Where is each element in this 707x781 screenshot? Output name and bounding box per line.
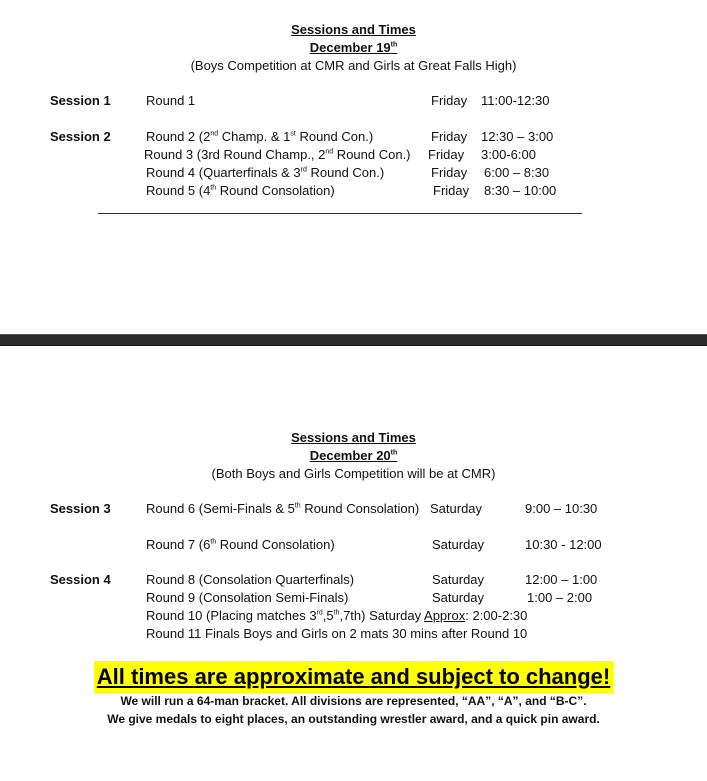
- round-description: Round 7 (6th Round Consolation): [146, 537, 335, 552]
- round-description: Round 4 (Quarterfinals & 3rd Round Con.): [146, 165, 385, 180]
- round-day: Friday: [433, 183, 470, 198]
- schedule-page-december-19: [0, 0, 707, 334]
- round-description: Round 8 (Consolation Quarterfinals): [146, 572, 355, 587]
- session-label: Session 2: [50, 129, 111, 144]
- disclaimer-banner: [0, 661, 707, 693]
- session-label: Session 4: [50, 572, 111, 587]
- round-description: Round 6 (Semi-Finals & 5th Round Consolation): [146, 501, 420, 516]
- round-description: Round 9 (Consolation Semi-Finals): [146, 590, 349, 605]
- round-day: Friday: [431, 129, 468, 144]
- round-time: 12:00 – 1:00: [525, 572, 598, 587]
- page-separator: [0, 334, 707, 346]
- round-description: Round 3 (3rd Round Champ., 2nd Round Con.): [144, 147, 411, 162]
- session-label: Session 3: [50, 501, 111, 516]
- horizontal-rule: [98, 213, 582, 214]
- round-time: 3:00-6:00: [481, 147, 536, 162]
- round-description: Round 1: [146, 93, 196, 108]
- round-description: Round 5 (4th Round Consolation): [146, 183, 335, 198]
- round-time: 8:30 – 10:00: [484, 183, 557, 198]
- venue-subtitle: (Boys Competition at CMR and Girls at Great Falls High): [190, 58, 517, 73]
- round-day: Friday: [431, 93, 468, 108]
- round-time: 6:00 – 8:30: [484, 165, 550, 180]
- round-time: 1:00 – 2:00: [527, 590, 593, 605]
- round-time: 12:30 – 3:00: [481, 129, 554, 144]
- round-day: Saturday: [432, 572, 485, 587]
- round-day: Saturday: [432, 590, 485, 605]
- schedule-page-december-20: [0, 346, 707, 781]
- round-day: Saturday: [430, 501, 483, 516]
- approx-label: Approx: [424, 608, 466, 623]
- bracket-note: We will run a 64-man bracket. All divisions are represented, “AA”, “A”, and “B-C”.: [120, 694, 587, 708]
- round-time: 10:30 - 12:00: [525, 537, 602, 552]
- round-time: 11:00-12:30: [481, 93, 550, 108]
- date-heading: December 19th: [309, 40, 398, 55]
- page-title: Sessions and Times: [291, 22, 416, 37]
- round-day: Friday: [431, 165, 468, 180]
- session-label: Session 1: [50, 93, 111, 108]
- awards-note: We give medals to eight places, an outstanding wrestler award, and a quick pin award.: [107, 712, 600, 726]
- round-time: 9:00 – 10:30: [525, 501, 598, 516]
- round-description: Round 10 (Placing matches 3rd,5th,7th) Saturday Approx: 2:00-2:30: [146, 608, 528, 623]
- round-day: Friday: [428, 147, 465, 162]
- disclaimer-text: All times are approximate and subject to change!: [94, 661, 613, 693]
- page-title: Sessions and Times: [291, 430, 416, 445]
- round-day: Saturday: [432, 537, 485, 552]
- venue-subtitle: (Both Boys and Girls Competition will be at CMR): [211, 466, 496, 481]
- round-description: Round 11 Finals Boys and Girls on 2 mats 30 mins after Round 10: [146, 626, 528, 641]
- date-heading: December 20th: [309, 448, 398, 463]
- round-description: Round 2 (2nd Champ. & 1st Round Con.): [146, 129, 374, 144]
